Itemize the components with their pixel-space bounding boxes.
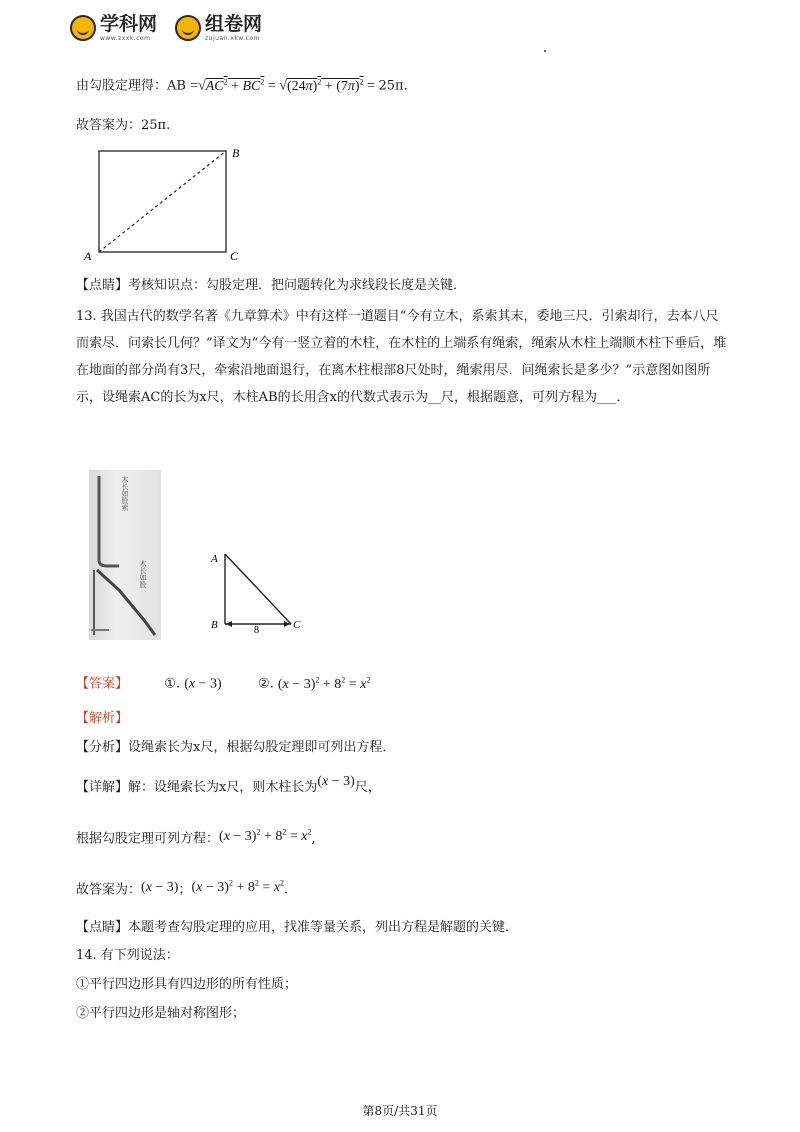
- analysis-tag-text: 【解析】: [76, 711, 129, 726]
- q13-answer: [76, 670, 370, 695]
- pythagoras-result: 25π.: [378, 78, 408, 94]
- dianjing-tag: 【点睛】: [76, 920, 129, 935]
- label-c: C: [230, 249, 239, 263]
- q12-comment: [76, 276, 466, 296]
- final-answer-2: $(x - 3)^2 + 8^2 = x^2$: [191, 878, 284, 895]
- fenxi-line: [76, 738, 395, 758]
- stray-dot: [544, 50, 546, 52]
- header-logos: [70, 10, 262, 46]
- length-8: 8: [254, 625, 259, 633]
- q14-title: 14. 有下列说法：: [76, 948, 179, 963]
- q14-item-1: ①平行四边形具有四边形的所有性质；: [76, 977, 298, 992]
- q13-question: 13. 我国古代的数学名著《九章算术》中有这样一道题目“今有立木，系索其末，委地三尺．引索却行，去本八尺而索尽．问索长几何？”译文为“今有一竖立着的木柱，在木柱的上端系有绳索，绳索从木柱上端顺木柱下垂后，堆在地面的部分尚有3尺，牵索沿地面退行，在离木柱根部8尺处时，绳索用尽．问绳索长是多少？”示意图如图所示，设绳索AC的长为x尺，木柱AB的长用含x的代数式表示为__尺，根据题意，可列方程为___．: [76, 309, 727, 405]
- answer-2-mark: ②.: [257, 676, 274, 692]
- q14-item-2: ②平行四边形是轴对称图形；: [76, 1006, 246, 1021]
- xiangjie-line: [76, 774, 381, 798]
- gougu-line: 根据勾股定理可列方程：$(x - 3)^2 + 8^2 = x^2$,: [76, 827, 316, 847]
- photo-text-top: 木长如股索: [121, 476, 129, 511]
- pythagoras-prefix: 由勾股定理得：AB: [76, 78, 186, 94]
- logo-url: www.zxxk.com: [100, 34, 151, 42]
- label-c: C: [293, 619, 301, 631]
- pythagoras-line: [76, 72, 408, 97]
- gougu-prefix: 根据勾股定理可列方程：: [76, 831, 220, 847]
- logo-name: 学科网: [100, 12, 158, 35]
- logo-zujuan[interactable]: [175, 12, 263, 42]
- final-answer-1: (x − 3): [141, 879, 179, 895]
- comment-tag: 【点睛】: [76, 278, 129, 293]
- answer-2: $(x - 3)^2 + 8^2 = x^2$: [277, 675, 371, 692]
- answer-line: 故答案为：25π.: [76, 118, 171, 133]
- comment-text: 考核知识点：勾股定理．把问题转化为求线段长度是关键．: [128, 278, 467, 293]
- pythagoras-formula: $=√AC^2 + BC^2 = √(24\pi)^2 + (7\pi)^2$ =: [190, 77, 375, 94]
- label-b: B: [232, 146, 240, 160]
- final-prefix: 故答案为：: [76, 882, 142, 898]
- diagonal-ab: [99, 151, 226, 252]
- smile-icon: [175, 15, 201, 41]
- label-a: A: [84, 249, 92, 263]
- label-a: A: [211, 553, 218, 565]
- answer-tag: 【答案】: [76, 676, 129, 692]
- final-answer-line: 故答案为：(x − 3)；$(x - 3)^2 + 8^2 = x^2$.: [76, 878, 289, 898]
- analysis-tag: [76, 709, 128, 729]
- xiangjie-suffix: 尺，: [354, 780, 381, 795]
- dianjing-text: 本题考查勾股定理的应用，找准等量关系，列出方程是解题的关键．: [128, 920, 519, 935]
- page-number: 第8页/共31页: [362, 1104, 438, 1118]
- pole-expression: (x − 3): [317, 774, 355, 789]
- label-b: B: [211, 619, 218, 631]
- rectangle-diagram: [82, 143, 252, 265]
- logo-name: 组卷网: [205, 12, 263, 35]
- q13-dianjing: [76, 918, 518, 938]
- smile-icon: [70, 15, 96, 41]
- logo-url: zujuan.xkw.com: [205, 34, 260, 42]
- photo-text-bottom: 木长如股: [139, 560, 147, 588]
- fenxi-text: 设绳索长为x尺，根据勾股定理即可列出方程．: [128, 740, 396, 755]
- gougu-equation: $(x - 3)^2 + 8^2 = x^2$: [219, 827, 312, 844]
- answer-1-mark: ①.: [164, 676, 181, 692]
- answer-1: (x − 3): [184, 676, 222, 692]
- ancient-text-photo: [89, 470, 161, 640]
- triangle-diagram: [205, 548, 315, 633]
- fenxi-tag: 【分析】: [76, 740, 129, 755]
- xiangjie-prefix: 解：设绳索长为x尺，则木柱长为: [128, 780, 318, 795]
- rope-ac: [225, 554, 291, 624]
- xiangjie-tag: 【详解】: [76, 780, 129, 795]
- logo-zxxk[interactable]: [70, 12, 158, 42]
